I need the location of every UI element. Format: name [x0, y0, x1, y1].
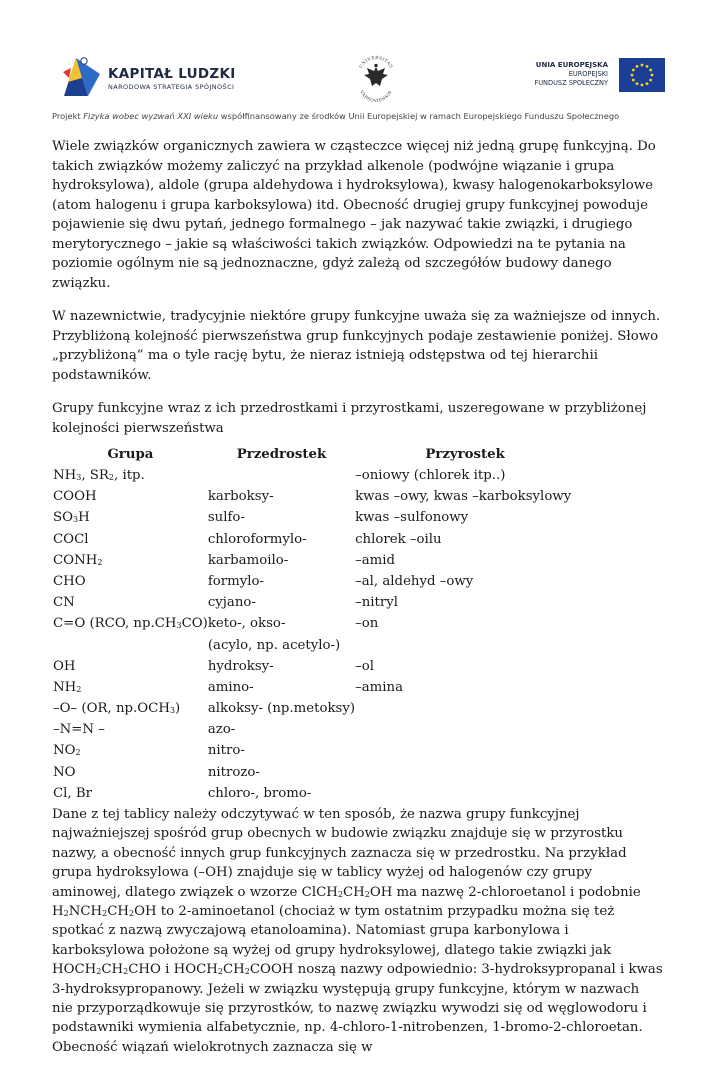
cell-prefix: hydroksy-: [207, 658, 274, 674]
university-eagle-emblem-icon: [354, 53, 398, 105]
cell-suffix: [355, 763, 575, 784]
cell-suffix: –al, aldehyd –owy: [355, 573, 474, 589]
cell-prefix: (acylo, np. acetylo-): [207, 637, 341, 653]
cell-group: $NO_2$: [53, 743, 81, 759]
university-bottom-text: VARSOVIENSIS: [359, 89, 393, 104]
cell-suffix: –nitryl: [355, 595, 399, 611]
kapital-ludzki-title: KAPITAŁ LUDZKI: [108, 66, 236, 82]
table-row: [53, 487, 575, 508]
cell-suffix: –oniowy (chlorek itp..): [355, 468, 506, 483]
eu-star-icon: [641, 64, 644, 67]
eu-star-icon: [649, 69, 652, 72]
cell-prefix: karboksy-: [207, 489, 274, 505]
cell-group: –O– (OR, $np.OCH_3$): [53, 701, 181, 717]
column-header-group: Grupa: [107, 447, 154, 463]
table-row: [53, 572, 575, 593]
cell-group: $SO_3H$: [53, 510, 90, 526]
cell-suffix: kwas –owy, kwas –karboksylowy: [355, 489, 572, 505]
eu-logo: [510, 58, 670, 98]
cell-group: C=O (RCO, $np.CH_3CO$): [53, 616, 208, 632]
table-row: [53, 614, 575, 635]
paragraph-intro: Wiele związków organicznych zawiera w cząsteczce więcej niż jedną grupę funkcyjną. Do takich związków możemy zaliczyć na przykład alkenole (podwójne wiązanie i grupa hydroksylowa), aldole (grupa aldehydowa i hydroksylowa), kwasy halogenokarboksylowe (atom halogenu i grupa karboksylowa) itd. Obecność drugiej grupy funkcyjnej powoduje pojawienie się dwu pytań, jednego formalnego – jak nazywać takie związki, i drugiego merytorycznego – jakie są właściwości takich związków. Odpowiedzi na te pytania na poziomie ogólnym nie są jednoznaczne, gdyż zależą od szczegółów budowy danego związku.: [52, 139, 656, 291]
paragraph-nomenclature: W nazewnictwie, tradycyjnie niektóre grupy funkcyjne uważa się za ważniejsze od innych. Przybliżoną kolejność pierwszeństwa grup funkcyjnych podaje zestawienie poniżej. Słowo „przybliżoną” ma o tyle rację bytu, że nieraz istnieją odstępstwa od tej hierarchii podstawników.: [52, 309, 661, 383]
cell-group: COOH: [53, 489, 97, 505]
cell-suffix: –ol: [355, 658, 375, 674]
eu-flag-icon: [619, 58, 665, 92]
paragraph-table-caption: Grupy funkcyjne wraz z ich przedrostkami i przyrostkami, uszeregowane w przybliżonej kolejności pierwszeństwa: [52, 401, 647, 436]
eu-star-icon: [641, 84, 644, 87]
kapital-ludzki-logo: [62, 52, 242, 102]
cell-group: [53, 636, 208, 657]
eu-star-icon: [649, 79, 652, 82]
cell-prefix: keto-, okso-: [207, 616, 286, 632]
project-line: [52, 111, 672, 121]
cell-group: CN: [53, 595, 75, 611]
table-row: [53, 657, 575, 678]
paragraph-explanation: Dane z tej tablicy należy odczytywać w ten sposób, że nazwa grupy funkcyjnej najważniejszej spośród grup obecnych w budowie związku znajduje się w przyrostku nazwy, a obecność innych grup funkcyjnych zaznacza się w przedrostku. Na przykład grupa hydroksylowa (–OH) znajduje się w tablicy wyżej od halogenów czy grupy aminowej, dlatego związek o wzorze $ClCH_2CH_2OH$ ma nazwę 2-chloroetanol i podobnie $H_2NCH_2CH_2OH$ to 2-aminoetanol (chociaż w tym ostatnim przypadku można się też spotkać z nazwą zwyczajową etanoloamina). Natomiast grupa karbonylowa i karboksylowa położone są wyżej od grupy hydroksylowej, dlatego takie związki jak $HOCH_2CH_2CHO$ i $HOCH_2CH_2COOH$ noszą nazwy odpowiednio: 3-hydroksypropanal i kwas 3-hydroksypropanowy. Jeżeli w związku występują grupy funkcyjne, którym w nazwach nie przyporządkowuje się przyrostków, to nazwę związku wywodzi się od węglowodoru i podstawniki wymienia alfabetycznie, np. 4-chloro-1-nitrobenzen, 1-bromo-2-chloroetan. Obecność wiązań wielokrotnych zaznacza się w: [52, 807, 663, 1055]
cell-prefix: karbamoilo-: [207, 552, 289, 568]
cell-suffix: –on: [355, 616, 379, 632]
cell-prefix: amino-: [207, 679, 254, 695]
university-top-text: UNIVERSITAS: [357, 54, 395, 69]
cell-prefix: nitrozo-: [207, 764, 260, 780]
table-row: [53, 678, 575, 699]
eu-star-icon: [632, 79, 635, 82]
cell-prefix: sulfo-: [207, 510, 245, 526]
eu-star-icon: [631, 74, 634, 77]
table-header-row: [53, 444, 575, 466]
cell-suffix: [355, 720, 575, 741]
table-row: [53, 508, 575, 529]
kapital-ludzki-subtitle: NARODOWA STRATEGIA SPÓJNOŚCI: [108, 83, 235, 91]
eu-star-icon: [636, 65, 639, 68]
functional-groups-table: [53, 444, 575, 805]
document-body: [52, 137, 664, 1071]
table-row: [53, 784, 575, 805]
kapital-ludzki-emblem-icon: [62, 52, 106, 98]
table-row: [53, 699, 575, 720]
cell-group: NO: [53, 764, 76, 780]
cell-group: CHO: [53, 573, 86, 589]
cell-group: –N=N –: [53, 722, 105, 738]
cell-group: Cl, Br: [53, 785, 93, 801]
cell-prefix: nitro-: [207, 743, 245, 759]
cell-suffix: [355, 784, 575, 805]
cell-group: COCl: [53, 531, 89, 547]
table-row: [53, 551, 575, 572]
cell-suffix: [355, 699, 575, 720]
svg-text:VARSOVIENSIS: [359, 89, 393, 103]
table-body: [53, 466, 575, 805]
cell-group: OH: [53, 658, 76, 674]
eu-star-icon: [646, 65, 649, 68]
column-header-suffix: Przyrostek: [425, 447, 505, 463]
cell-suffix: –amina: [355, 679, 404, 695]
project-prefix: Projekt: [52, 111, 84, 121]
table-row: [53, 763, 575, 784]
table-row: [53, 593, 575, 614]
university-of-warsaw-logo: [354, 53, 398, 105]
eu-star-icon: [632, 69, 635, 72]
cell-prefix: alkoksy- (np.metoksy): [207, 701, 356, 717]
cell-prefix: formylo-: [207, 573, 264, 589]
eu-line-3: FUNDUSZ SPOŁECZNY: [534, 79, 608, 87]
cell-group: $NH_2$: [53, 679, 82, 695]
column-header-prefix: Przedrostek: [236, 447, 327, 463]
eu-star-icon: [646, 82, 649, 85]
eu-line-2: EUROPEJSKI: [568, 70, 608, 78]
cell-group: $NH_3$, $SR_2$, itp.: [53, 468, 145, 483]
table-row: [53, 466, 575, 487]
table-row: [53, 741, 575, 762]
cell-prefix: chloroformylo-: [207, 531, 307, 547]
cell-prefix: [208, 466, 355, 487]
page-header: [0, 0, 725, 135]
cell-suffix: [355, 741, 575, 762]
table-row: [53, 636, 575, 657]
cell-group: $CONH_2$: [53, 552, 103, 568]
table-row: [53, 530, 575, 551]
cell-prefix: chloro-, bromo-: [207, 785, 312, 801]
project-title: Fizyka wobec wyzwań XXI wieku: [83, 111, 219, 121]
cell-prefix: cyjano-: [207, 595, 256, 611]
cell-suffix: [355, 636, 575, 657]
eu-line-1: UNIA EUROPEJSKA: [535, 61, 608, 69]
cell-suffix: chlorek –oilu: [355, 531, 442, 547]
cell-prefix: azo-: [207, 722, 236, 738]
cell-suffix: kwas –sulfonowy: [355, 510, 469, 526]
project-suffix: współfinansowany ze środków Unii Europejskiej w ramach Europejskiego Funduszu Społecznego: [218, 111, 620, 121]
table-row: [53, 720, 575, 741]
cell-suffix: –amid: [355, 552, 396, 568]
eu-star-icon: [636, 82, 639, 85]
eu-star-icon: [651, 74, 654, 77]
